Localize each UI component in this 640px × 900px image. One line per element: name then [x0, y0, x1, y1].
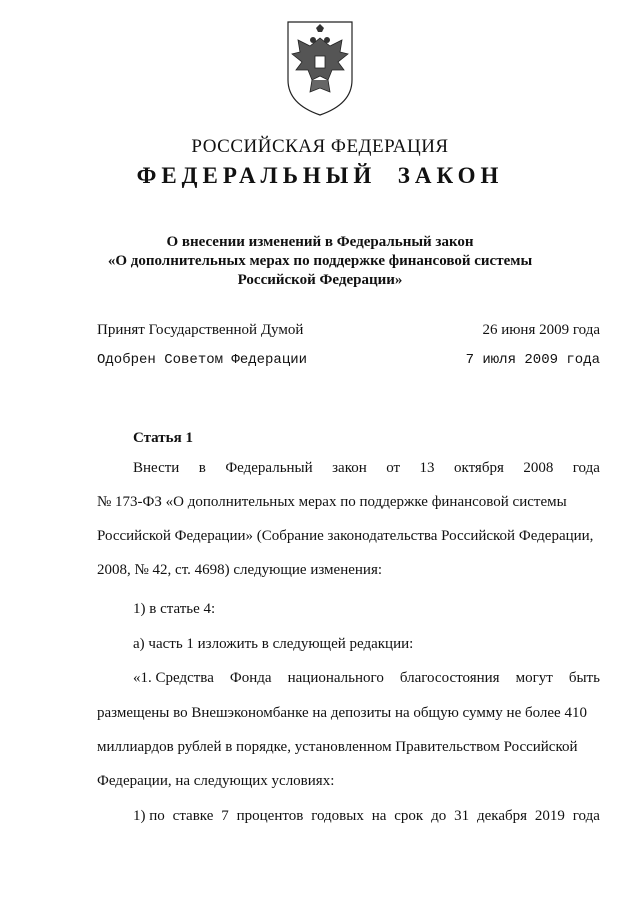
- law-title: [0, 233, 640, 290]
- law-title-line: «О дополнительных мерах по поддержке финансовой системы: [107, 253, 533, 269]
- word: могут: [515, 670, 553, 686]
- quoted-paragraph-line-justified: [133, 670, 600, 687]
- duma-adoption-label: Принят Государственной Думой: [97, 322, 304, 338]
- word: Внести: [133, 460, 180, 476]
- law-title-line: О внесении изменений в Федеральный закон: [166, 234, 474, 250]
- list-item-1: 1) в статье 4:: [133, 601, 216, 617]
- word: года: [572, 460, 600, 476]
- word: 31: [454, 808, 470, 824]
- word: от: [386, 460, 401, 476]
- council-approval-date: 7 июля 2009 года: [465, 352, 600, 368]
- word: до: [431, 808, 447, 824]
- quoted-paragraph-line: размещены во Внешэкономбанке на депозиты на общую сумму не более 410: [97, 705, 587, 721]
- word: процентов: [236, 808, 304, 824]
- paragraph-line-justified: [133, 460, 600, 477]
- word: «1. Средства: [133, 670, 214, 686]
- paragraph-line: 2008, № 42, ст. 4698) следующие изменения:: [97, 562, 383, 578]
- word: быть: [568, 670, 600, 686]
- word: октября: [453, 460, 504, 476]
- article-heading: Статья 1: [133, 430, 193, 446]
- word: 2008: [523, 460, 554, 476]
- word: срок: [394, 808, 424, 824]
- country-heading: РОССИЙСКАЯ ФЕДЕРАЦИЯ: [191, 136, 449, 157]
- word: ставке: [172, 808, 214, 824]
- word: годовых: [311, 808, 364, 824]
- word: года: [572, 808, 600, 824]
- quoted-paragraph-line: Федерации, на следующих условиях:: [97, 773, 335, 789]
- word: 1) по: [133, 808, 165, 824]
- council-approval-label: Одобрен Советом Федерации: [97, 352, 308, 368]
- word: Федеральный: [225, 460, 313, 476]
- paragraph-line: Российской Федерации» (Собрание законодательства Российской Федерации,: [97, 528, 594, 544]
- word: в: [198, 460, 206, 476]
- word: закон: [332, 460, 367, 476]
- word: благосостояния: [399, 670, 500, 686]
- word: национального: [287, 670, 384, 686]
- document-type-heading: ФЕДЕРАЛЬНЫЙ ЗАКОН: [136, 163, 504, 188]
- word: 2019: [534, 808, 565, 824]
- condition-line-justified: [133, 808, 600, 825]
- law-title-line: Российской Федерации»: [237, 272, 403, 288]
- word: 13: [419, 460, 435, 476]
- word: Фонда: [229, 670, 272, 686]
- word: декабря: [476, 808, 528, 824]
- quoted-paragraph-line: миллиардов рублей в порядке, установленном Правительством Российской: [97, 739, 578, 755]
- russian-coat-of-arms-emblem: [280, 18, 360, 118]
- word: 7: [221, 808, 229, 824]
- paragraph-line: № 173-ФЗ «О дополнительных мерах по поддержке финансовой системы: [97, 494, 567, 510]
- word: на: [371, 808, 387, 824]
- list-item-a: а) часть 1 изложить в следующей редакции:: [133, 636, 414, 652]
- duma-adoption-date: 26 июня 2009 года: [482, 322, 600, 338]
